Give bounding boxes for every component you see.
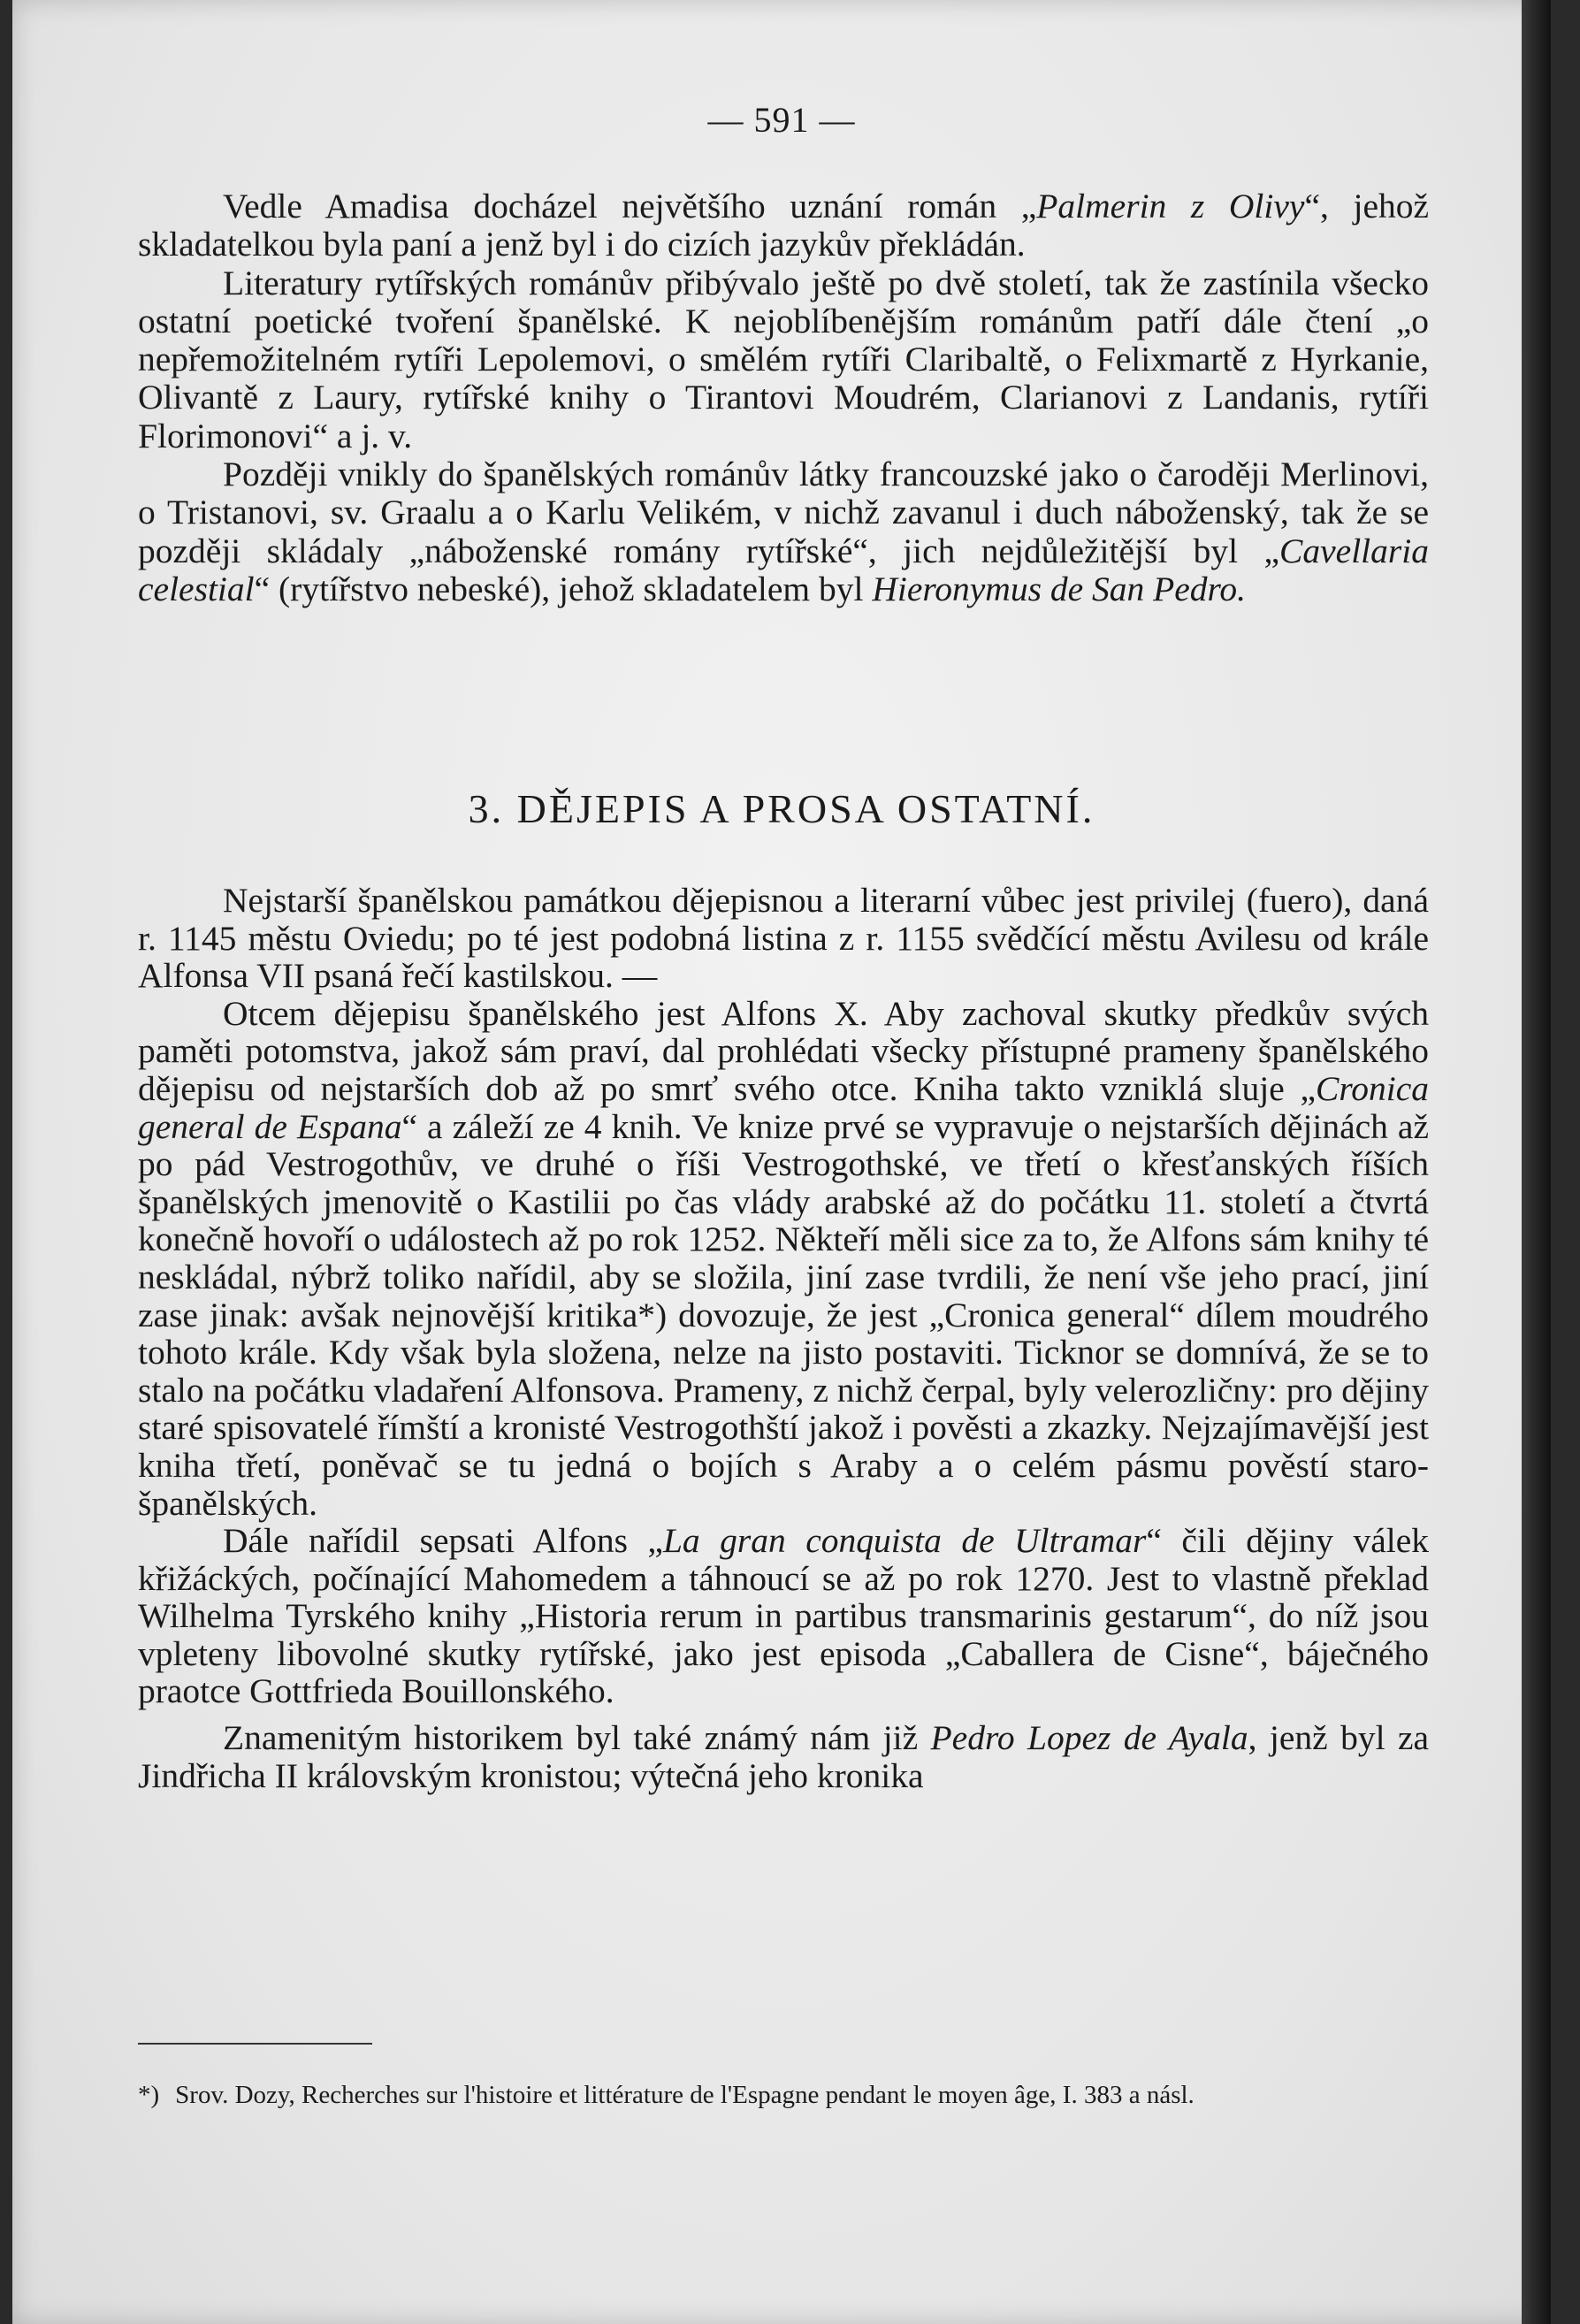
text-run: Dále nařídil sepsati Alfons „ bbox=[223, 1521, 663, 1561]
italic-text: Cronica general de Espana bbox=[138, 1068, 1429, 1146]
body-text-section bbox=[138, 882, 1429, 1794]
text-run: , jenž byl za Jindřicha II královským kronistou; výtečná jeho kronika bbox=[138, 1718, 1430, 1795]
body-text-top bbox=[138, 187, 1429, 608]
text-run: Později vnikly do španělských románův látky francouzské jako o čaroději Merlinovi, o Tristanovi, sv. Graalu a o Karlu Velikém, v nichž zavanul i duch náboženský, tak že se později skládaly „náboženské romány rytířské“, jich nejdůležitější byl „ bbox=[138, 455, 1429, 570]
text-run: Vedle Amadisa docházel největšího uznání román „ bbox=[223, 187, 1037, 226]
footnote-text: Srov. Dozy, Recherches sur l'histoire et littérature de l'Espagne pendant le moyen âge, I. 383 a násl. bbox=[175, 2081, 1195, 2109]
italic-text: La gran conquista de Ultramar bbox=[662, 1521, 1147, 1561]
paragraph bbox=[138, 882, 1429, 995]
paragraph bbox=[138, 1719, 1429, 1794]
page-edge-shadow bbox=[1522, 0, 1551, 2324]
footnote-rule bbox=[138, 2043, 372, 2045]
paragraph bbox=[138, 1522, 1429, 1710]
paragraph bbox=[138, 455, 1429, 608]
text-run: “, jehož skladatelkou byla paní a jenž byl i do cizích jazykův překládán. bbox=[138, 187, 1430, 264]
italic-text: Hieronymus de San Pedro. bbox=[872, 569, 1247, 608]
footnote bbox=[138, 2078, 1429, 2112]
section-heading: 3. DĚJEPIS A PROSA OSTATNÍ. bbox=[468, 786, 1095, 831]
italic-text: Pedro Lopez de Ayala bbox=[930, 1718, 1248, 1758]
text-run: “ (rytířstvo nebeské), jehož skladatelem byl bbox=[254, 569, 873, 608]
paragraph bbox=[138, 995, 1429, 1522]
text-run: “ a záleží ze 4 knih. Ve knize prvé se vypravuje o nejstarších dějinách až po pád Vestrogothův, ve druhé o říši Vestrogothské, ve třetí o křesťanských říších španělských jmenovitě o Kastilii po čas vlády arabské až do počátku 11. století a čtvrtá konečně hovoří o událostech až po rok 1252. Někteří měli sice za to, že Alfons sám knihy té neskládal, nýbrž toliko nařídil, aby se složila, jiní zase tvrdili, že není vše jeho prací, jiní zase jinak: avšak nejnovější kritika*) dovozuje, že jest „Cronica general“ dílem moudrého tohoto krále. Kdy však byla složena, nelze na jisto postaviti. Ticknor se domnívá, že se to stalo na počátku vladaření Alfonsova. Prameny, z nichž čerpal, byly velerozličny: pro dějiny staré spisovatelé římští a kronisté Vestrogothští jakož i pověsti a zkazky. Nejzajímavější jest kniha třetí, poněvač se tu jedná o bojích s Araby a o celém pásmu pověstí staro-španělských. bbox=[138, 1106, 1429, 1523]
book-page bbox=[12, 0, 1551, 2324]
text-run: “ čili dějiny válek křižáckých, počínající Mahomedem a táhnoucí se až po rok 1270. Jest to vlastně překlad Wilhelma Tyrského knihy „Historia rerum in partibus transmarinis gestarum“, do níž jsou vpleteny libovolné skutky rytířské, jako jest episoda „Caballera de Cisne“, báječného praotce Gottfrieda Bouillonského. bbox=[138, 1521, 1430, 1711]
text-run: Nejstarší španělskou památkou dějepisnou a literarní vůbec jest privilej (fuero), daná r. 1145 městu Oviedu; po té jest podobná listina z r. 1155 svědčící městu Avilesu od krále Alfonsa VII psaná řečí kastilskou. — bbox=[138, 881, 1429, 996]
paragraph bbox=[138, 264, 1429, 455]
italic-text: Palmerin z Olivy bbox=[1036, 187, 1305, 226]
italic-text: Cavellaria celestial bbox=[138, 531, 1429, 608]
footnote-mark: *) bbox=[138, 2081, 160, 2109]
paragraph bbox=[138, 187, 1429, 264]
text-run: Literatury rytířských románův přibývalo ještě po dvě století, tak že zastínila všecko ostatní poetické tvoření španělské. K nejoblíbenějším románům patří dále čtení „o nepřemožitelném rytíři Lepolemovi, o smělém rytíři Claribaltě, o Felixmartě z Hyrkanie, Olivantě z Laury, rytířské knihy o Tirantovi Moudrém, Clarianovi z Landanis, rytíři Florimonovi“ a j. v. bbox=[138, 263, 1429, 455]
page-number: — 591 — bbox=[707, 100, 856, 140]
text-run: Otcem dějepisu španělského jest Alfons X. Aby zachoval skutky předkův svých paměti potomstva, jakož sám praví, dal prohlédati všecky přístupné prameny španělského dějepisu od nejstarších dob až po smrť svého otce. Kniha takto vzniklá sluje „ bbox=[138, 993, 1429, 1108]
text-run: Znamenitým historikem byl také známý nám již bbox=[223, 1718, 931, 1758]
